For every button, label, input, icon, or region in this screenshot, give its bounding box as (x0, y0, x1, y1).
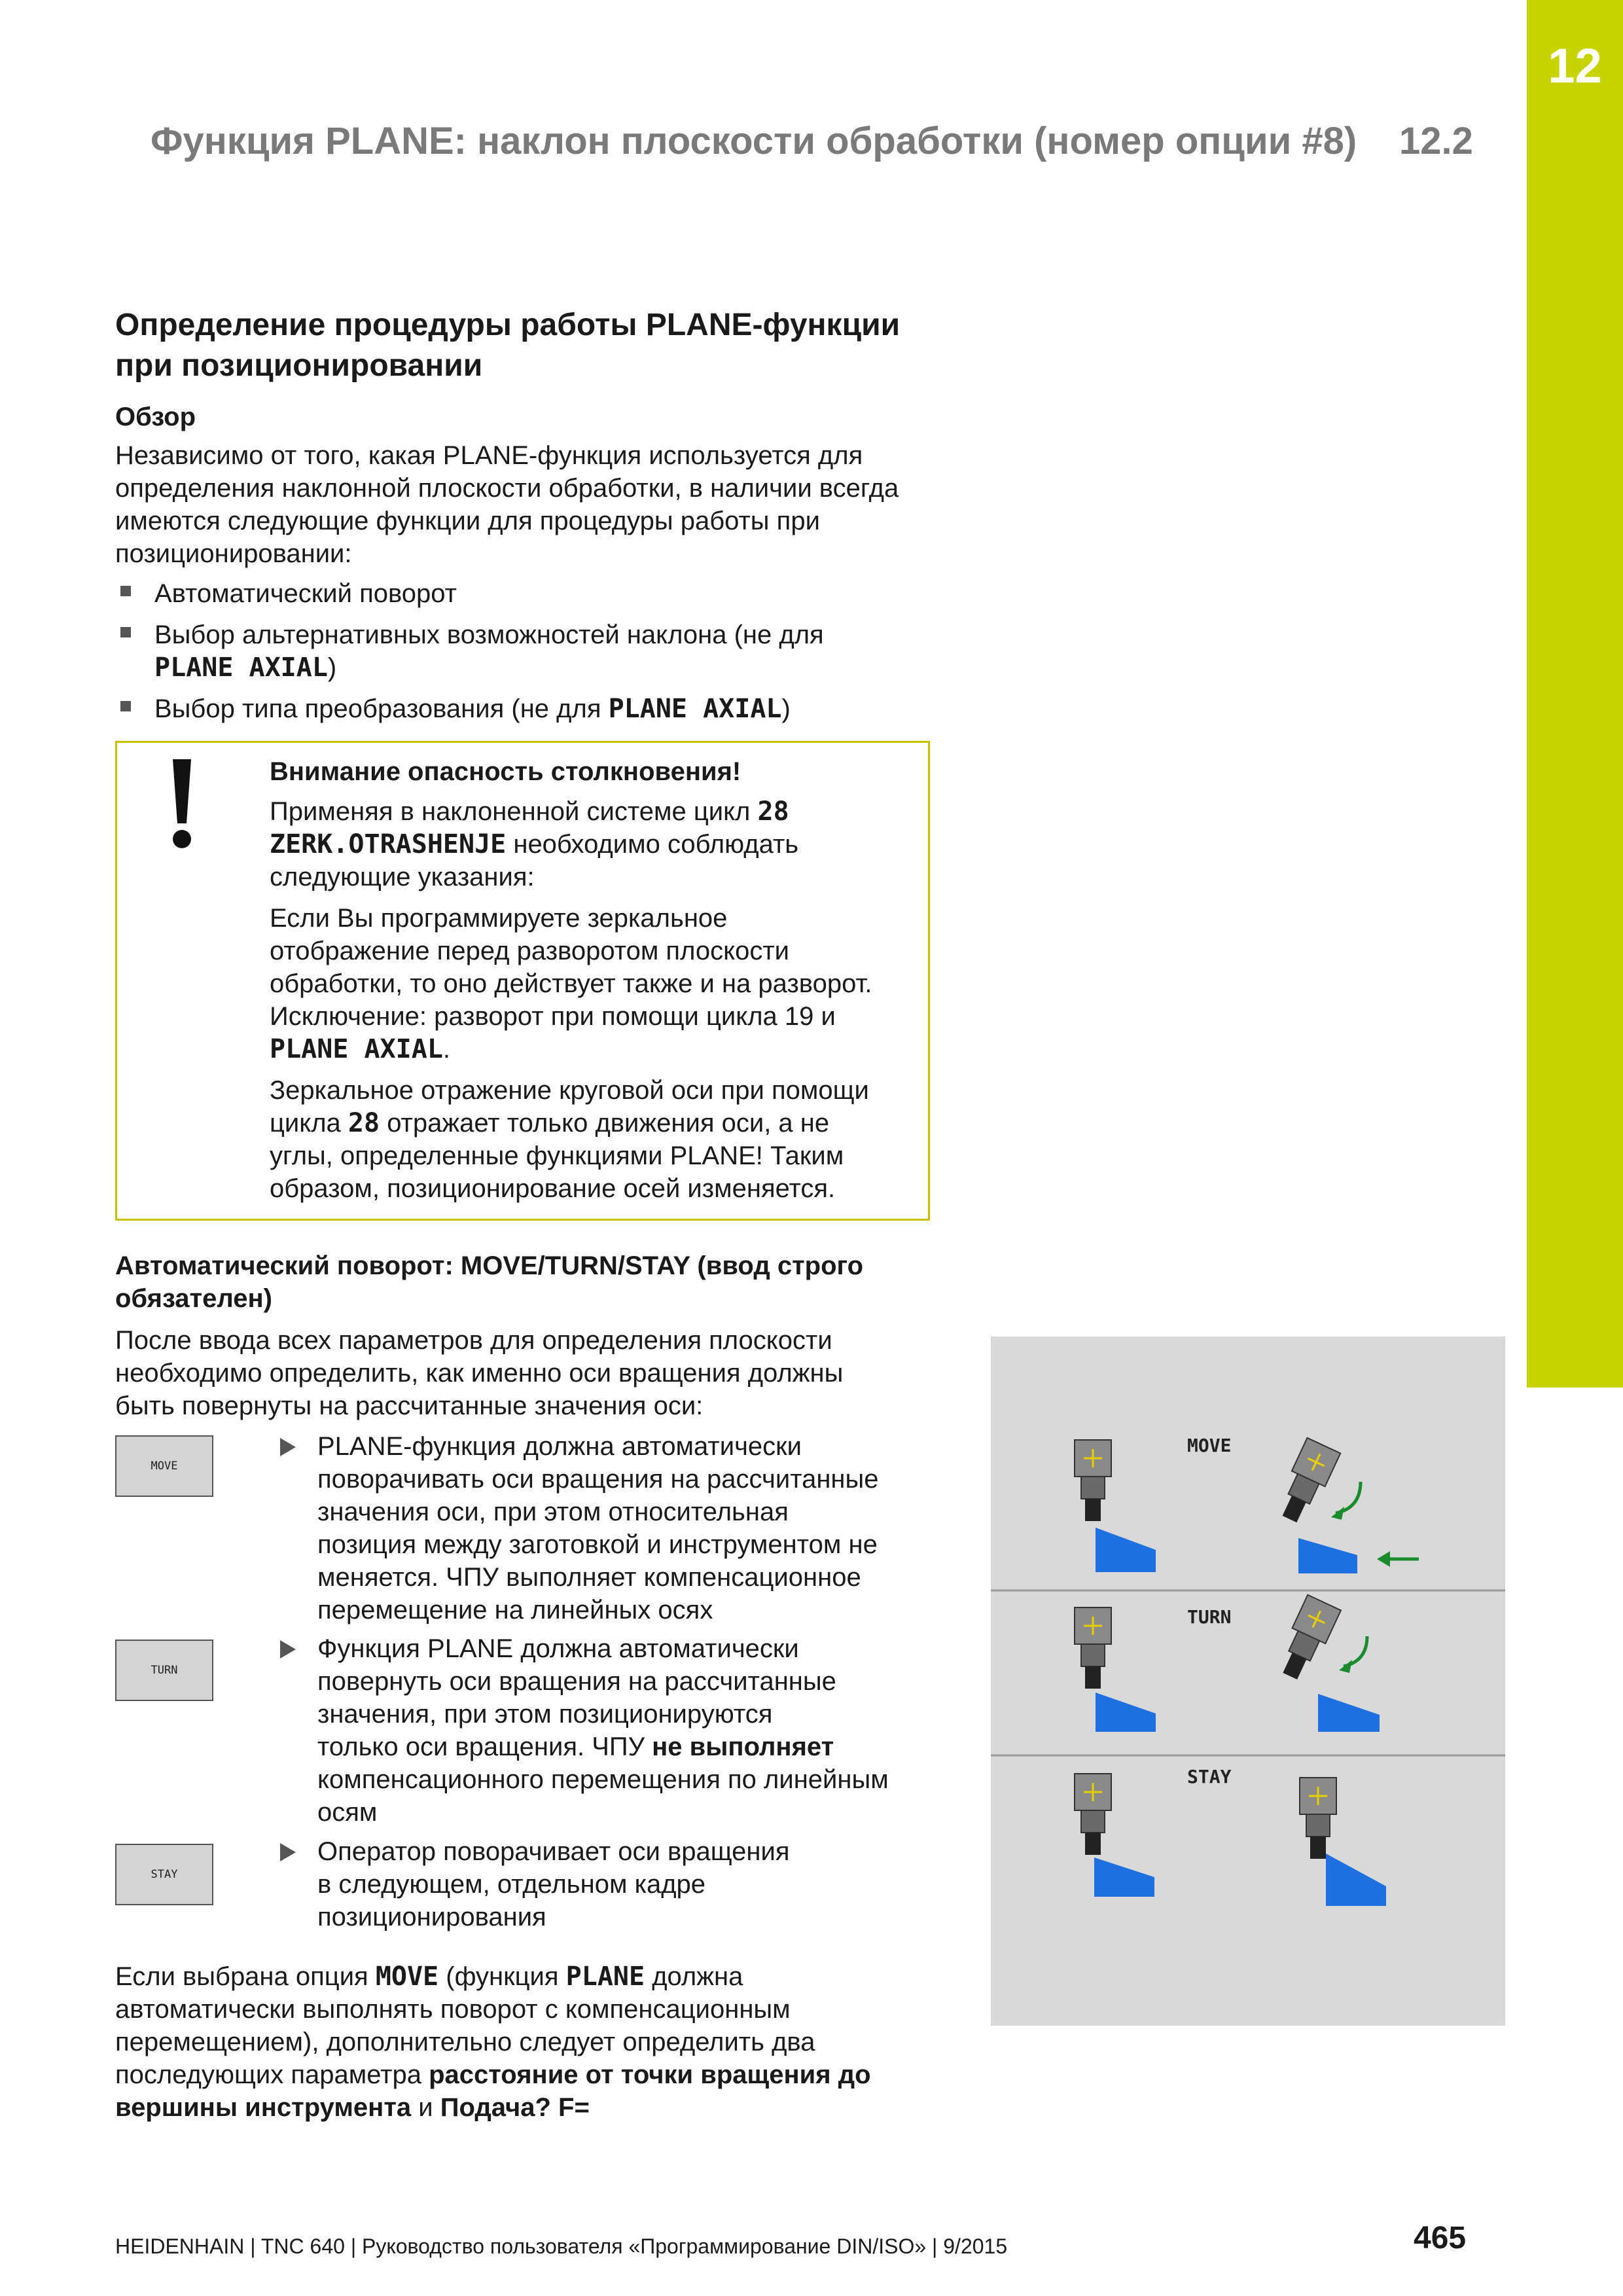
paragraph-line: автоматически выполнять поворот с компенсационным (115, 1995, 791, 2024)
code-plane-axial: PLANE AXIAL (608, 694, 782, 724)
paragraph-line (115, 2091, 979, 2124)
paragraph-line: необходимо определить, как именно оси вращения должны (115, 1359, 844, 1388)
paragraph-line: Независимо от того, какая PLANE-функция используется для (115, 441, 863, 470)
warning-line: отображение перед разворотом плоскости (270, 937, 789, 965)
text-part: . (442, 1035, 451, 1064)
text-part: цикла (270, 1109, 348, 1138)
option-line: перемещение на линейных осях (317, 1596, 713, 1624)
paragraph-line: имеются следующие функции для процедуры работы при (115, 507, 820, 535)
chapter-number: 12 (1548, 39, 1602, 93)
section-title-line: при позиционировании (115, 348, 483, 383)
option-line: позиционирования (317, 1903, 546, 1931)
text-part: (функция (438, 1962, 566, 1991)
overview-heading: Обзор (115, 403, 196, 431)
option-line: повернуть оси вращения на рассчитанные (317, 1667, 836, 1696)
warning-line (270, 1107, 911, 1139)
bullet-marker (120, 627, 131, 637)
option-move-text (317, 1430, 959, 1626)
figure-label-stay: STAY (1187, 1766, 1232, 1787)
auto-rotate-heading (115, 1249, 966, 1315)
softkey-stay-button[interactable]: STAY (115, 1844, 213, 1905)
warning-line: Если Вы программируете зеркальное (270, 904, 728, 933)
text-part: Если выбрана опция (115, 1962, 376, 1991)
warning-line: следующие указания: (270, 863, 535, 891)
code-cycle-28: 28 (757, 797, 789, 827)
bullet-alt-tilt (154, 619, 824, 684)
text-part: отражает только движения оси, а не (380, 1109, 830, 1138)
option-line: поворачивать оси вращения на рассчитанные (317, 1465, 879, 1494)
section-title (115, 305, 966, 386)
figure-label-turn: TURN (1187, 1606, 1232, 1628)
text-part: и (411, 2093, 440, 2122)
figure-label-move: MOVE (1187, 1435, 1232, 1456)
bullet-marker (120, 586, 131, 596)
option-line: меняется. ЧПУ выполняет компенсационное (317, 1563, 861, 1592)
bullet-tail: ) (327, 653, 337, 682)
option-line (317, 1731, 959, 1763)
warning-line (270, 795, 911, 828)
option-line: PLANE-функция должна автоматически (317, 1432, 802, 1461)
heading-line: обязателен) (115, 1284, 272, 1313)
text-part: необходимо соблюдать (506, 830, 799, 859)
auto-rotate-intro (115, 1324, 966, 1422)
param-name: Подача? F= (440, 2093, 590, 2122)
code-cycle-28: 28 (348, 1108, 380, 1138)
warning-line (270, 828, 911, 861)
exclamation-warning-icon (169, 758, 195, 850)
paragraph-line: перемещением), дополнительно следует определить два (115, 2028, 815, 2056)
param-name: вершины инструмента (115, 2093, 412, 2122)
footer-text: HEIDENHAIN | TNC 640 | Руководство пользователя «Программирование DIN/ISO» | 9/2015 (115, 2234, 1008, 2258)
text-part: только оси вращения. ЧПУ (317, 1732, 652, 1761)
text-part: Применяя в наклоненной системе цикл (270, 797, 758, 826)
emphasis-text: не выполняет (652, 1732, 834, 1761)
paragraph-line: быть повернуты на рассчитанные значения оси: (115, 1391, 704, 1420)
warning-line: Исключение: разворот при помощи цикла 19 и (270, 1002, 836, 1031)
bullet-line (154, 651, 824, 684)
heading-line: Автоматический поворот: MOVE/TURN/STAY (ввод строго (115, 1251, 864, 1280)
bullet-text-part: Выбор типа преобразования (не для (154, 694, 609, 723)
warning-line: обработки, то оно действует также и на разворот. (270, 969, 872, 998)
paragraph-line (115, 2058, 979, 2091)
chapter-tab (1527, 0, 1623, 1388)
code-zerk-otrashenje: ZERK.OTRASHENJE (270, 829, 507, 859)
option-arrow-icon (280, 1843, 296, 1861)
bullet-transform-type (154, 692, 791, 725)
warning-paragraph-3 (270, 1074, 911, 1205)
warning-paragraph-1 (270, 795, 911, 893)
softkey-move-button[interactable]: MOVE (115, 1435, 213, 1497)
option-line: значения, при этом позиционируются (317, 1700, 773, 1729)
option-arrow-icon (280, 1438, 296, 1456)
section-title-line: Определение процедуры работы PLANE-функции (115, 308, 901, 342)
option-line: Функция PLANE должна автоматически (317, 1634, 799, 1663)
option-line: осям (317, 1798, 378, 1827)
code-plane-axial: PLANE AXIAL (154, 653, 328, 683)
paragraph-line: После ввода всех параметров для определения плоскости (115, 1326, 832, 1355)
warning-line: Зеркальное отражение круговой оси при помощи (270, 1076, 869, 1105)
option-line: компенсационного перемещения по линейным (317, 1765, 889, 1794)
softkey-turn-button[interactable]: TURN (115, 1640, 213, 1701)
bullet-marker (120, 701, 131, 711)
paragraph-line (115, 1960, 979, 1993)
page-header-title: Функция PLANE: наклон плоскости обработки (номер опции #8) (151, 120, 1357, 162)
move-turn-stay-figure (991, 1336, 1505, 2026)
overview-paragraph (115, 439, 953, 570)
code-plane: PLANE (565, 1962, 645, 1992)
option-line: значения оси, при этом относительная (317, 1498, 789, 1526)
warning-paragraph-2 (270, 902, 911, 1066)
code-plane-axial: PLANE AXIAL (270, 1034, 443, 1064)
warning-title: Внимание опасность столкновения! (270, 757, 741, 786)
text-part: должна (645, 1962, 743, 1991)
bullet-tail: ) (781, 694, 791, 723)
option-line: позиция между заготовкой и инструментом не (317, 1530, 878, 1559)
code-move: MOVE (375, 1962, 439, 1992)
option-turn-text (317, 1632, 959, 1829)
section-number: 12.2 (1399, 120, 1473, 162)
option-line: Оператор поворачивает оси вращения (317, 1837, 790, 1866)
page-number: 465 (1414, 2221, 1467, 2255)
text-part: последующих параметра (115, 2060, 429, 2089)
bullet-line: Выбор альтернативных возможностей наклона (не для (154, 620, 824, 649)
warning-line: углы, определенные функциями PLANE! Таким (270, 1141, 844, 1170)
bullet-auto-rotate: Автоматический поворот (154, 579, 457, 608)
option-arrow-icon (280, 1640, 296, 1659)
option-line: в следующем, отдельном кадре (317, 1870, 706, 1899)
paragraph-line: позиционировании: (115, 539, 352, 568)
param-name: расстояние от точки вращения до (429, 2060, 871, 2089)
paragraph-line: определения наклонной плоскости обработки, в наличии всегда (115, 474, 899, 503)
warning-line (270, 1033, 911, 1066)
warning-line: образом, позиционирование осей изменяется. (270, 1174, 836, 1203)
closing-paragraph (115, 1960, 979, 2124)
option-stay-text (317, 1835, 959, 1933)
